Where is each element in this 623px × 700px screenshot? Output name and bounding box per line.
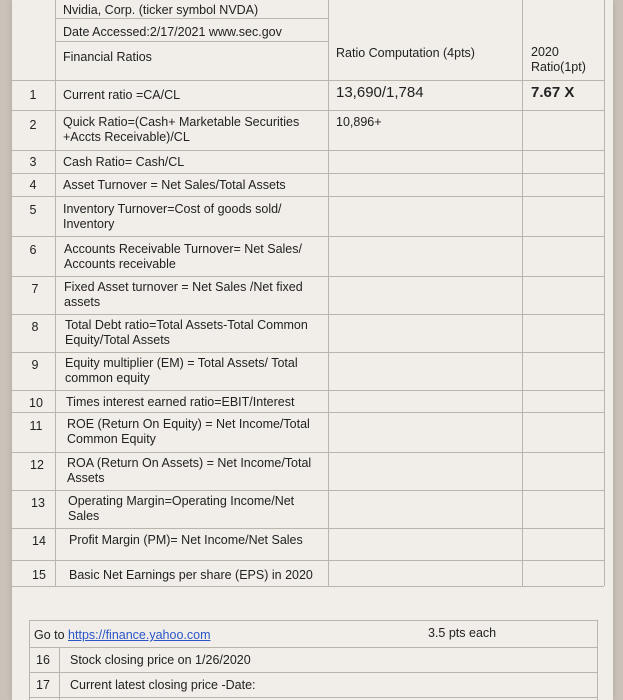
price-label: Current latest closing price -Date:: [70, 678, 256, 692]
row-number: 16: [36, 653, 50, 667]
company-title: Nvidia, Corp. (ticker symbol NVDA): [63, 3, 259, 17]
grid-line: [604, 0, 605, 586]
grid-line: [12, 196, 604, 197]
yahoo-finance-link[interactable]: https://finance.yahoo.com: [68, 628, 211, 642]
price-label: Stock closing price on 1/26/2020: [70, 653, 251, 667]
grid-line: [12, 560, 604, 561]
grid-line: [29, 620, 30, 700]
ratio-label: ROE (Return On Equity) = Net Income/Total Common Equity: [67, 417, 310, 446]
ratio-label: Times interest earned ratio=EBIT/Interest: [66, 395, 295, 409]
ratio-label: Current ratio =CA/CL: [63, 88, 181, 102]
ratio-label: Operating Margin=Operating Income/Net Sales: [68, 494, 295, 523]
grid-line: [55, 41, 328, 42]
row-number: 8: [31, 320, 39, 334]
ratio-computation-heading: Ratio Computation (4pts): [336, 46, 475, 60]
row-number: 12: [30, 458, 44, 472]
grid-line: [522, 0, 523, 586]
grid-line: [12, 314, 604, 315]
ratio-result-value: 7.67 X: [531, 84, 575, 101]
grid-line: [29, 697, 597, 698]
grid-line: [55, 0, 56, 586]
row-number: 4: [29, 178, 37, 192]
row-number: 14: [32, 534, 46, 548]
grid-line: [12, 276, 604, 277]
row-number: 17: [36, 678, 50, 692]
grid-line: [12, 390, 604, 391]
ratio-label: Profit Margin (PM)= Net Income/Net Sales: [69, 533, 303, 547]
grid-line: [29, 672, 597, 673]
ratio-label: Cash Ratio= Cash/CL: [63, 155, 185, 169]
row-number: 9: [31, 358, 39, 372]
grid-line: [12, 173, 604, 174]
grid-line: [12, 110, 604, 111]
grid-line: [12, 80, 604, 81]
grid-line: [12, 236, 604, 237]
grid-line: [12, 150, 604, 151]
goto-instruction: [34, 628, 211, 643]
grid-line: [29, 647, 597, 648]
row-number: 3: [29, 155, 37, 169]
ratio-label: Basic Net Earnings per share (EPS) in 2020: [69, 568, 313, 582]
row-number: 11: [29, 419, 43, 433]
grid-line: [12, 490, 604, 491]
ratio-points-heading: Ratio(1pt): [531, 60, 586, 74]
grid-line: [29, 620, 597, 621]
ratio-computation-value: 13,690/1,784: [336, 84, 424, 101]
worksheet: [12, 0, 613, 700]
row-number: 2: [29, 118, 37, 132]
grid-line: [59, 647, 60, 700]
row-number: 1: [29, 88, 37, 102]
row-number: 15: [32, 568, 46, 582]
ratio-label: Quick Ratio=(Cash+ Marketable Securities +Accts Receivable)/CL: [63, 115, 300, 144]
ratio-label: ROA (Return On Assets) = Net Income/Total Assets: [67, 456, 312, 485]
grid-line: [55, 18, 328, 19]
ratio-computation-value: 10,896+: [336, 115, 382, 129]
row-number: 6: [29, 243, 37, 257]
financial-ratios-heading: Financial Ratios: [63, 50, 152, 64]
grid-line: [12, 452, 604, 453]
grid-line: [12, 412, 604, 413]
row-number: 7: [31, 282, 39, 296]
grid-line: [12, 352, 604, 353]
row-number: 13: [31, 496, 45, 510]
grid-line: [597, 620, 598, 700]
row-number: 10: [29, 396, 43, 410]
date-accessed: Date Accessed:2/17/2021 www.sec.gov: [63, 25, 282, 39]
goto-prefix: Go to: [34, 628, 69, 642]
ratio-label: Asset Turnover = Net Sales/Total Assets: [63, 178, 286, 192]
ratio-label: Total Debt ratio=Total Assets-Total Common Equity/Total Assets: [65, 318, 308, 347]
grid-line: [12, 586, 604, 587]
ratio-label: Fixed Asset turnover = Net Sales /Net fixed assets: [64, 280, 303, 309]
year-heading: 2020: [531, 45, 559, 59]
ratio-label: Accounts Receivable Turnover= Net Sales/ Accounts receivable: [64, 242, 302, 271]
ratio-label: Equity multiplier (EM) = Total Assets/ Total common equity: [65, 356, 298, 385]
ratio-label: Inventory Turnover=Cost of goods sold/ Inventory: [63, 202, 282, 231]
points-note: 3.5 pts each: [428, 626, 497, 640]
grid-line: [328, 0, 329, 586]
grid-line: [12, 528, 604, 529]
row-number: 5: [29, 203, 37, 217]
